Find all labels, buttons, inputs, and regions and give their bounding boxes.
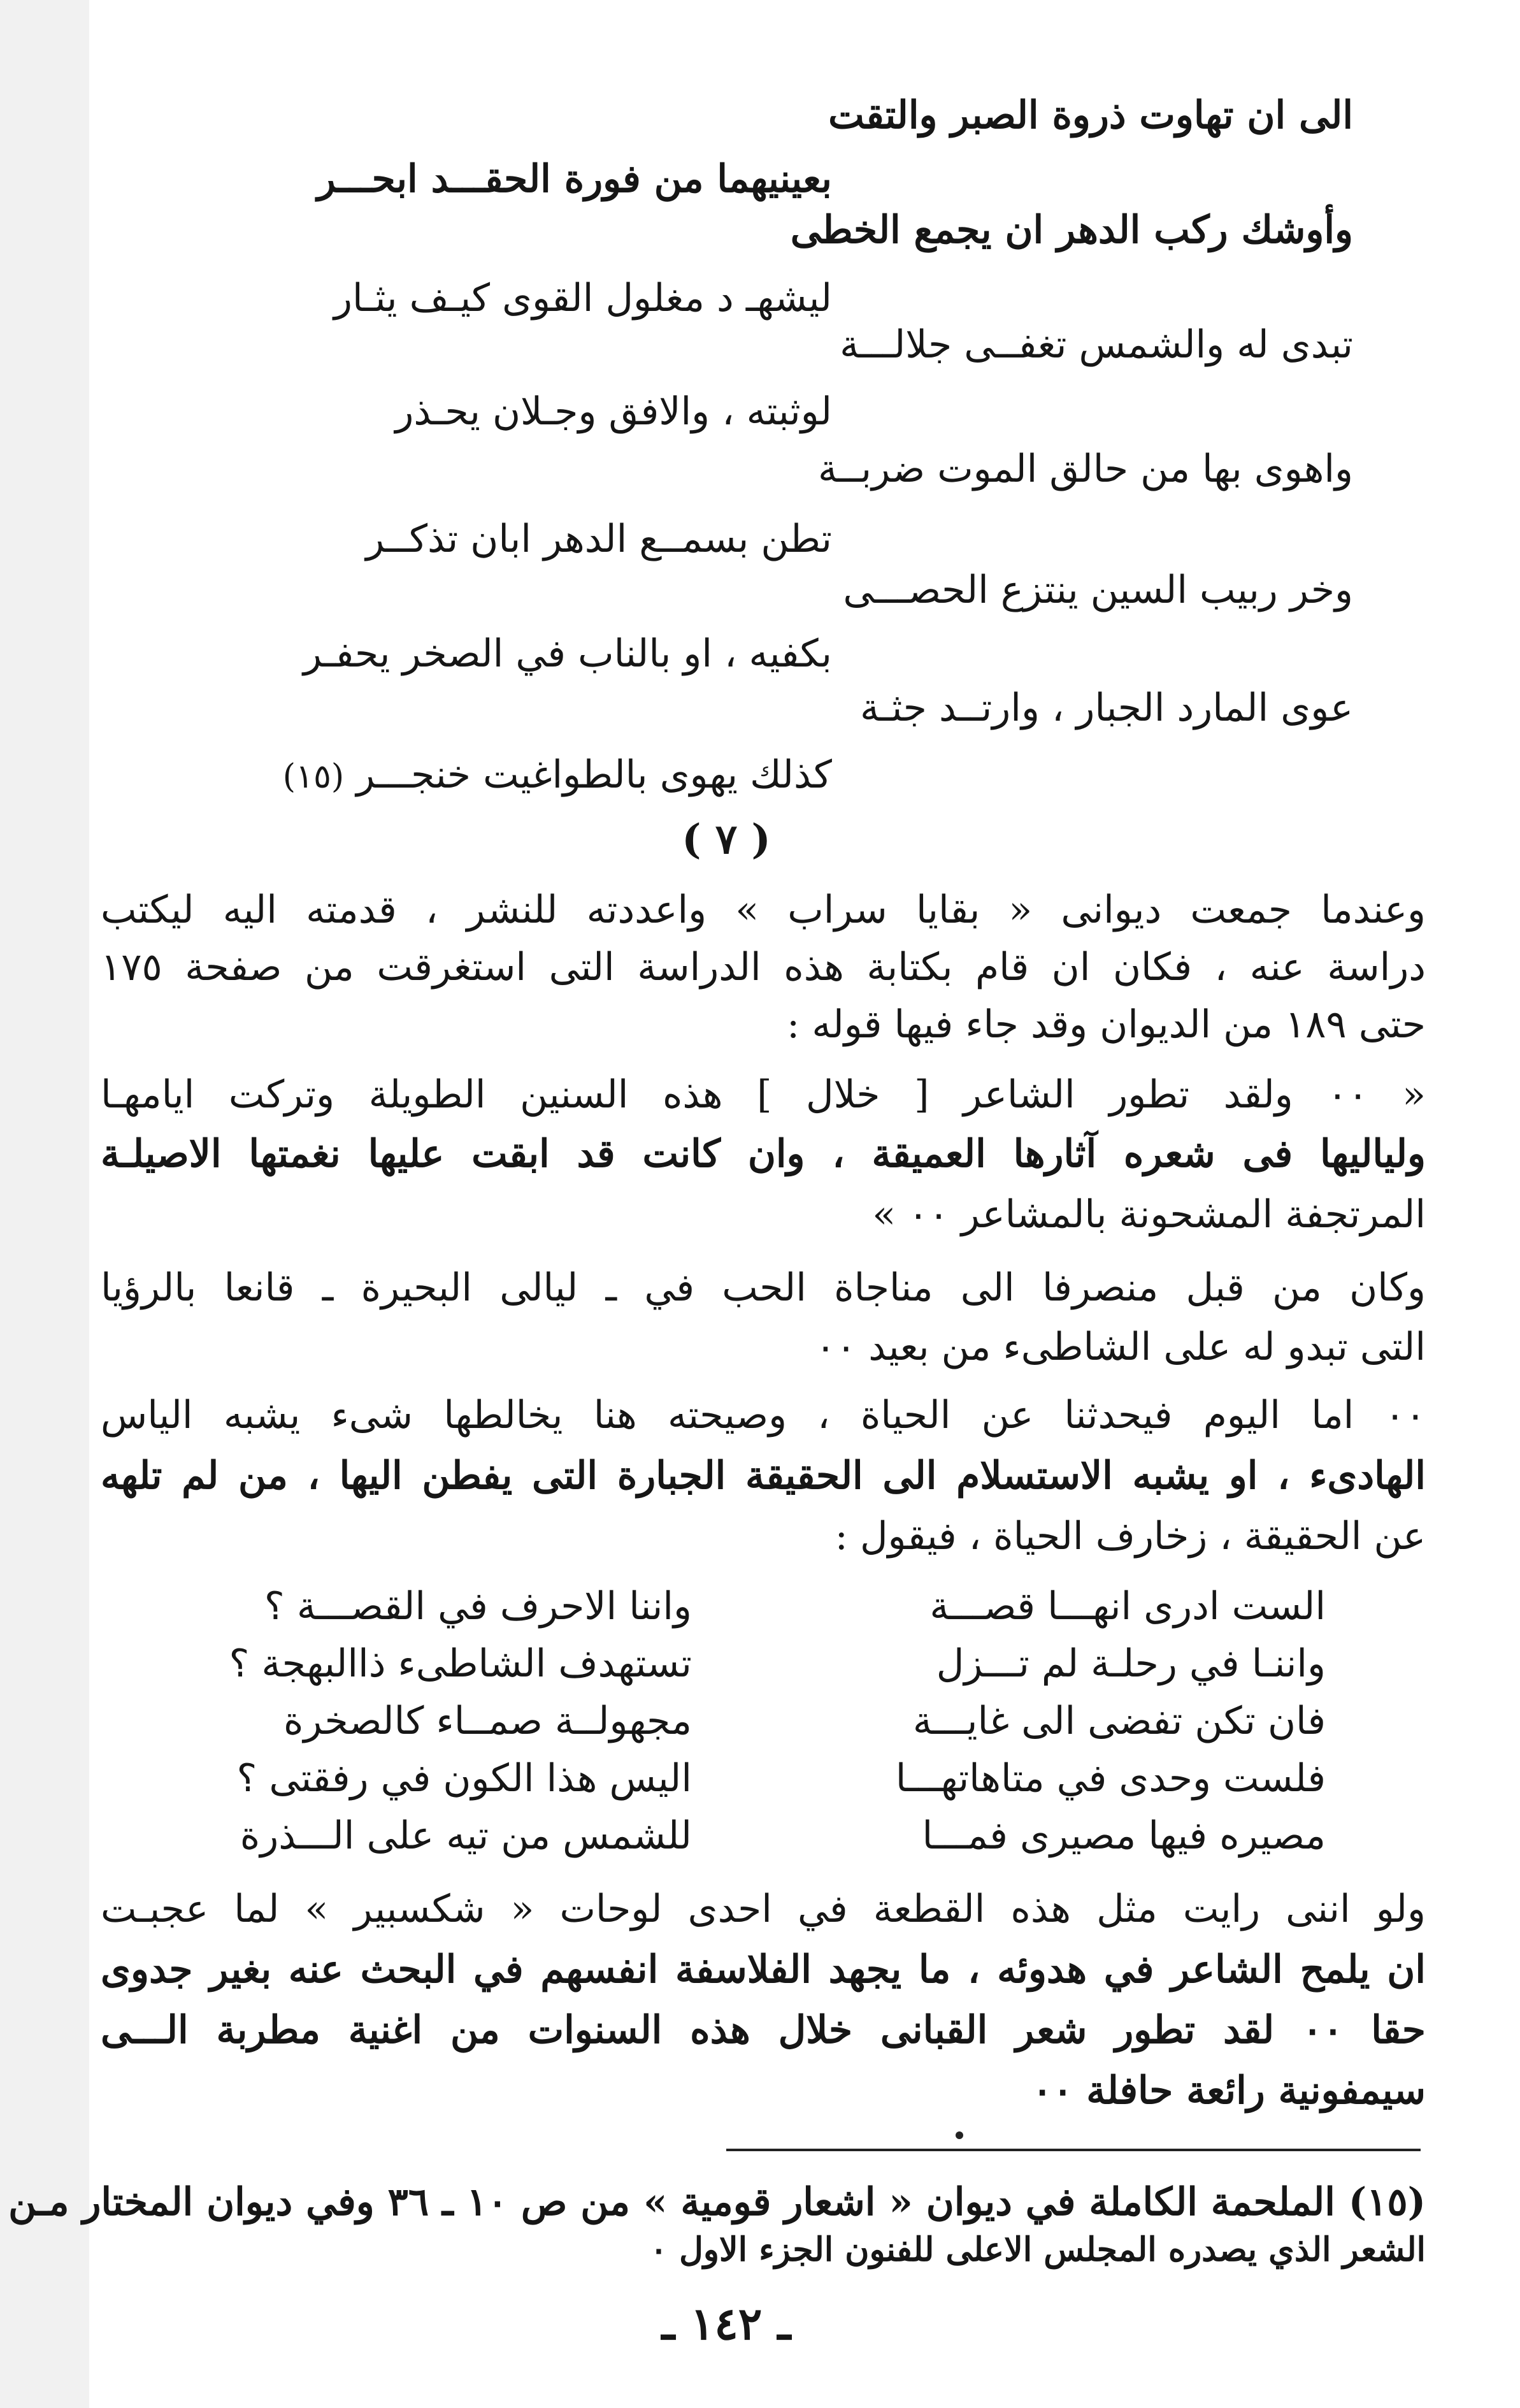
poem-line bbox=[283, 752, 832, 798]
poem-line: لوثبته ، والافق وجـلان يحـذر bbox=[395, 389, 832, 434]
poem-line: الى ان تهاوت ذروة الصبر والتقت bbox=[828, 93, 1353, 138]
paragraph-line: الهادىء ، او يشبه الاستسلام الى الحقيقة الجبارة التى يفطن اليها ، من لم تلهه bbox=[101, 1453, 1426, 1498]
page-number: ـ ١٤٢ ـ bbox=[661, 2297, 791, 2350]
footnote-reference: (١٥) bbox=[282, 758, 345, 796]
poem2-left-hemistich: تستهدف الشاطىء ذاالبهجة ؟ bbox=[229, 1641, 692, 1686]
poem-line: بكفيه ، او بالناب في الصخر يحفـر bbox=[303, 631, 832, 676]
poem-line: تطن بسمــع الدهر ابان تذكــر bbox=[366, 517, 832, 561]
footnote-line: (١٥) الملحمة الكاملة في ديوان « اشعار قومية » من ص ١٠ ـ ٣٦ وفي ديوان المختار مـن bbox=[8, 2180, 1426, 2224]
paragraph-line: ٠٠ اما اليوم فيحدثنا عن الحياة ، وصيحته هنا يخالطها شىء يشبه الياس bbox=[101, 1393, 1426, 1438]
poem-line: وخر ربيب السين ينتزع الحصـــى bbox=[843, 568, 1353, 612]
poem2-left-hemistich: اليس هذا الكون في رفقتى ؟ bbox=[236, 1756, 692, 1801]
poem-line: واهوى بها من حالق الموت ضربــة bbox=[818, 447, 1353, 491]
paragraph-line: عن الحقيقة ، زخارف الحياة ، فيقول : bbox=[835, 1514, 1426, 1559]
poem-line: وأوشك ركب الدهر ان يجمع الخطى bbox=[790, 208, 1353, 252]
paragraph-line: التى تبدو له على الشاطىء من بعيد ٠٠ bbox=[815, 1325, 1426, 1369]
paragraph-line: وكان من قبل منصرفا الى مناجاة الحب في ـ ليالى البحيرة ـ قانعا بالرؤيا bbox=[101, 1265, 1426, 1310]
paragraph-line: حقا ٠٠ لقد تطور شعر القبانى خلال هذه السنوات من اغنية مطربة الـــى bbox=[101, 2008, 1426, 2052]
quote-line: المرتجفة المشحونة بالمشاعر ٠٠ » bbox=[872, 1192, 1426, 1237]
poem-line-text: كذلك يهوى بالطواغيت خنجـــر bbox=[356, 753, 832, 797]
paragraph-line: سيمفونية رائعة حافلة ٠٠ bbox=[1031, 2068, 1426, 2113]
separator-dot bbox=[956, 2131, 963, 2139]
poem2-right-hemistich: مصيره فيها مصيرى فمـــا bbox=[922, 1813, 1326, 1858]
poem2-right-hemistich: فان تكن تفضى الى غايـــة bbox=[912, 1699, 1326, 1743]
poem2-right-hemistich: الست ادرى انهـــا قصـــة bbox=[929, 1584, 1326, 1629]
poem-line: تبدى له والشمس تغفــى جلالـــة bbox=[840, 322, 1353, 367]
poem2-left-hemistich: مجهولــة صمــاء كالصخرة bbox=[283, 1699, 692, 1743]
poem2-left-hemistich: واننا الاحرف في القصـــة ؟ bbox=[264, 1584, 692, 1629]
poem2-right-hemistich: فلست وحدى في متاهاتهـــا bbox=[895, 1756, 1326, 1801]
paragraph-line: وعندما جمعت ديوانى « بقايا سراب » واعددته للنشر ، قدمته اليه ليكتب bbox=[101, 888, 1426, 932]
poem-line: ليشهـ د مغلول القوى كيـف يثـار bbox=[333, 276, 832, 321]
quote-line: « ٠٠ ولقد تطور الشاعر [ خلال ] هذه السنين الطويلة وتركت ايامهـا bbox=[101, 1072, 1426, 1117]
poem2-left-hemistich: للشمس من تيه على الـــذرة bbox=[240, 1813, 692, 1858]
paragraph-line: دراسة عنه ، فكان ان قام بكتابة هذه الدراسة التى استغرقت من صفحة ١٧٥ bbox=[101, 945, 1426, 990]
footnote-line: الشعر الذي يصدره المجلس الاعلى للفنون الجزء الاول ٠ bbox=[650, 2230, 1426, 2269]
section-number: ( ٧ ) bbox=[682, 816, 771, 863]
poem-line: بعينيهما من فورة الحقـــد ابحـــر bbox=[317, 157, 832, 201]
paragraph-line: ولو اننى رايت مثل هذه القطعة في احدى لوحات « شكسبير » لما عجبـت bbox=[101, 1887, 1426, 1931]
paragraph-line: حتى ١٨٩ من الديوان وقد جاء فيها قوله : bbox=[787, 1002, 1426, 1047]
poem2-right-hemistich: واننـا في رحلـة لم تـــزل bbox=[936, 1641, 1326, 1686]
footnote-separator bbox=[726, 2149, 1421, 2151]
paragraph-line: ان يلمح الشاعر في هدوئه ، ما يجهد الفلاسفة انفسهم في البحث عنه بغير جدوى bbox=[101, 1947, 1426, 1992]
quote-line: ولياليها فى شعره آثارها العميقة ، وان كانت قد ابقت عليها نغمتها الاصيلـة bbox=[101, 1132, 1426, 1176]
poem-line: عوى المارد الجبار ، وارتــد جثـة bbox=[859, 686, 1353, 730]
